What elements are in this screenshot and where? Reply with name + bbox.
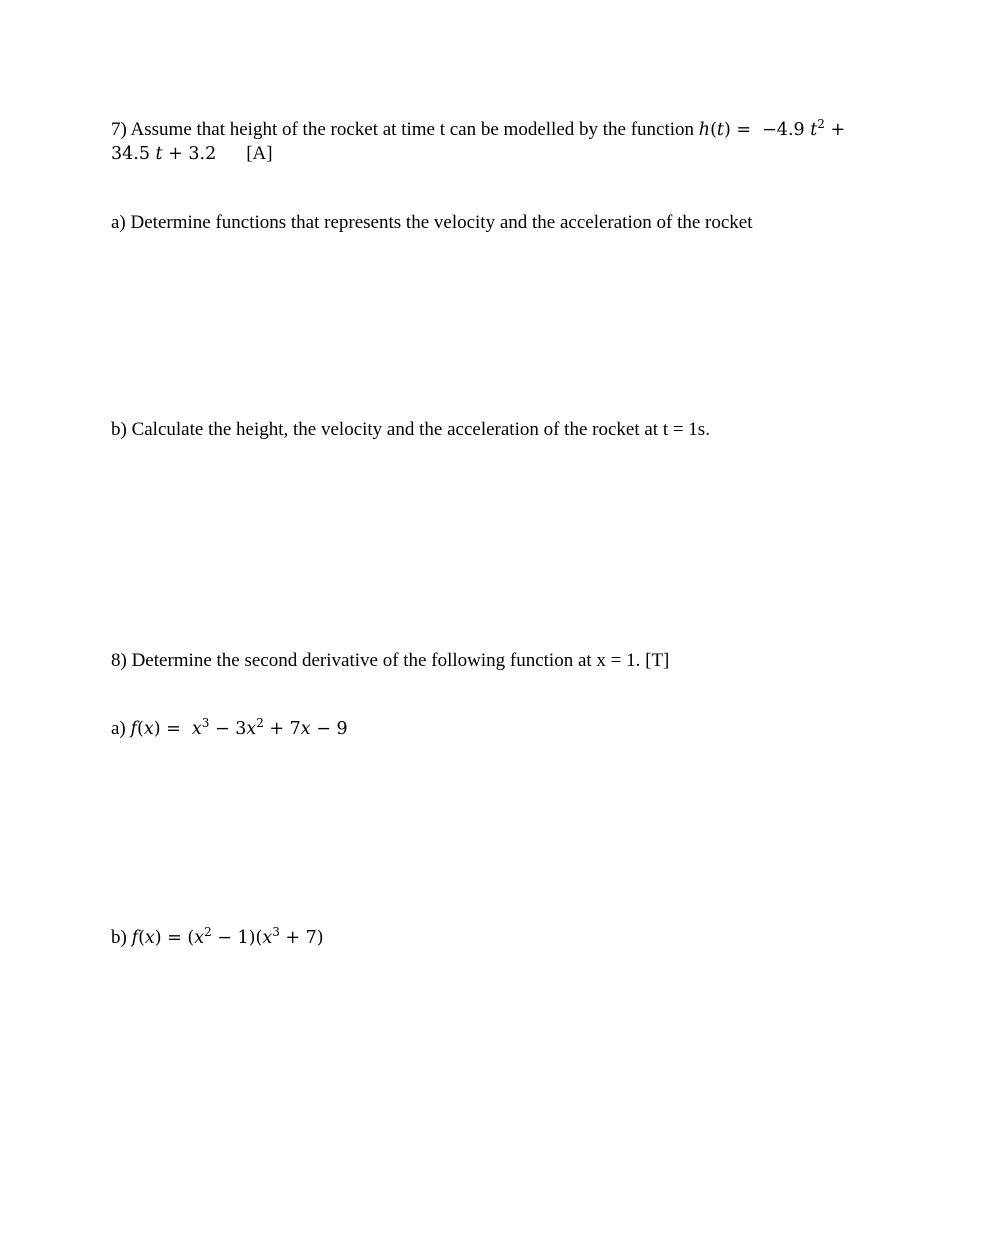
q7-part-a: a) Determine functions that represents the velocity and the acceleration of the rocket — [111, 212, 753, 233]
q8-part-a-label: a) — [111, 718, 131, 739]
q8-part-b — [111, 926, 324, 950]
q7-category-tag: [A] — [246, 143, 273, 164]
q7-height-function-cont: 34.5 t + 3.2 — [111, 144, 217, 164]
q8-part-b-label: b) — [111, 927, 132, 948]
q7-intro: 7) Assume that height of the rocket at time t can be modelled by the function — [111, 119, 699, 140]
q7-part-b: b) Calculate the height, the velocity and the acceleration of the rocket at t = 1s. — [111, 419, 710, 440]
q7-height-function: h(t) = −4.9 $t^2$ + — [698, 117, 846, 140]
q8-part-a-function: $f(x) = x^3 - 3x^2 + 7x - 9$ — [130, 716, 348, 739]
q8-part-b-function: $f(x) = (x^2 - 1)(x^3 + 7)$ — [131, 925, 324, 948]
q7-line-1 — [111, 118, 845, 142]
q8-part-a — [111, 717, 348, 741]
q7-line-2 — [111, 142, 273, 166]
q8-intro: 8) Determine the second derivative of the following function at x = 1. [T] — [111, 650, 670, 671]
